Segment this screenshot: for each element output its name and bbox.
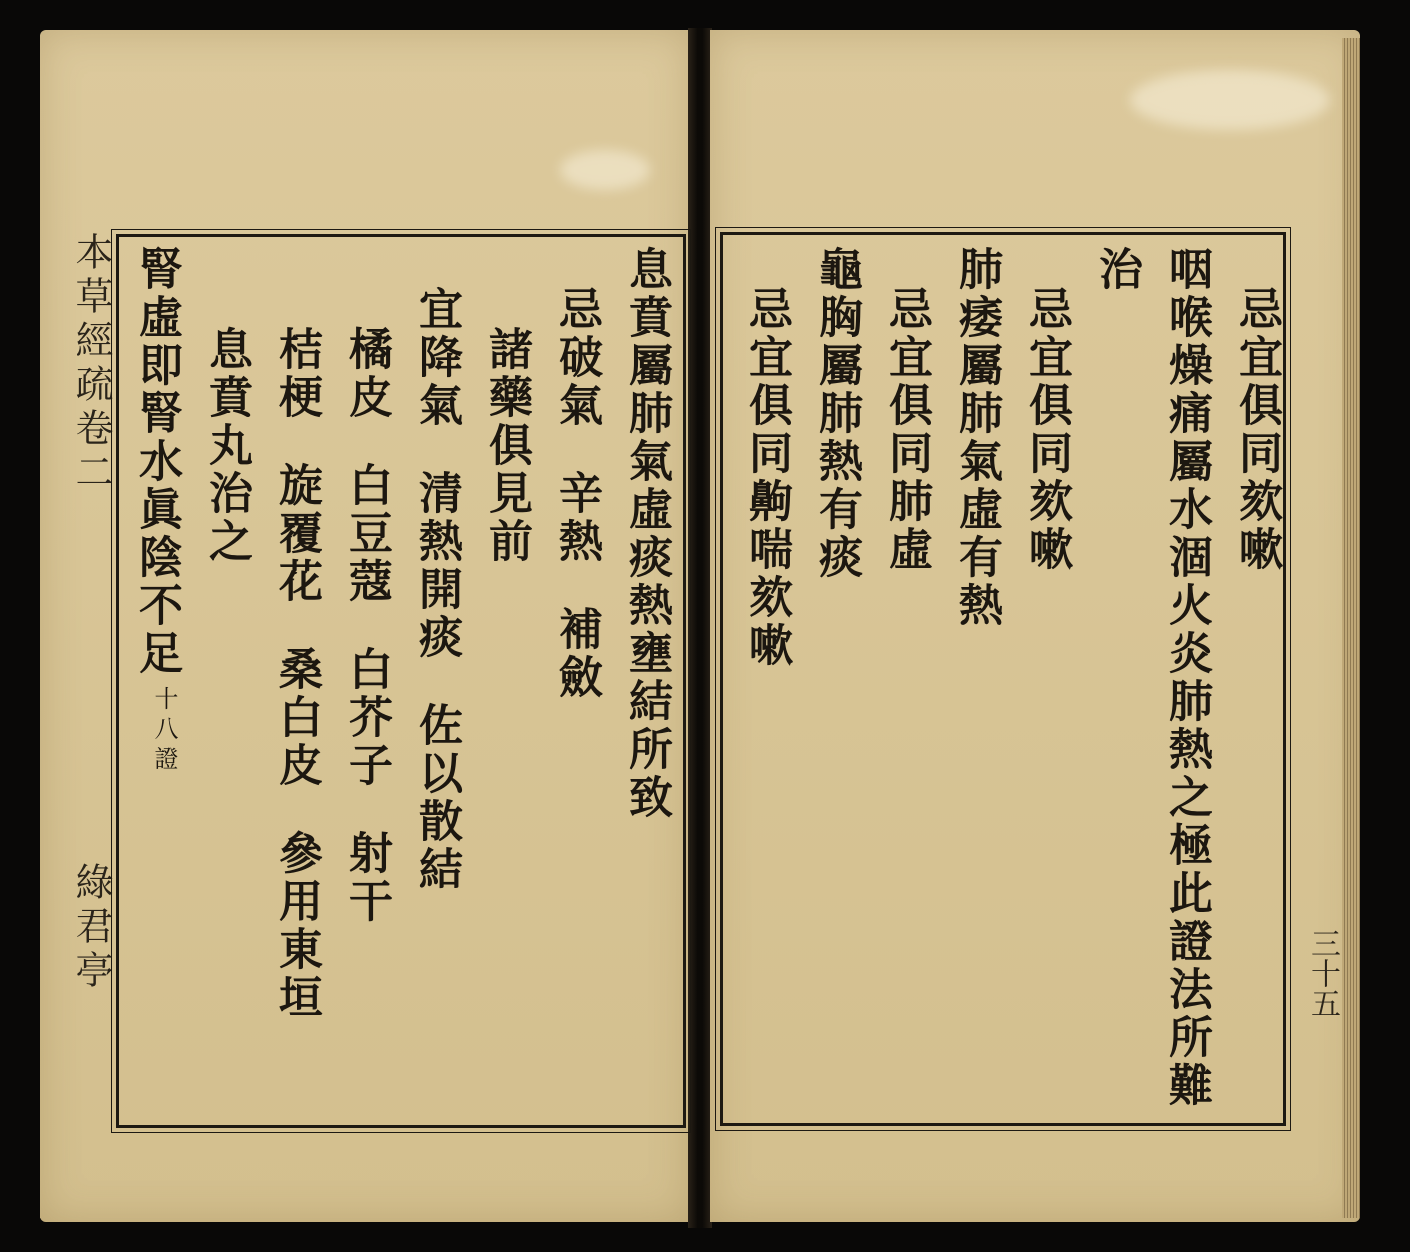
- text-segment: 忌宜俱同肺虛: [881, 286, 932, 574]
- text-segment: 辛熱: [551, 470, 602, 566]
- text-segment: 橘皮: [341, 326, 392, 422]
- paper-stain: [560, 150, 650, 190]
- text-column: [621, 246, 672, 822]
- text-segment: 忌宜俱同欬嗽: [1231, 286, 1282, 574]
- text-column: [1091, 246, 1142, 294]
- right-page-edge: [1342, 38, 1360, 1218]
- text-segment: 忌宜俱同欬嗽: [1021, 286, 1072, 574]
- text-segment: 息賁屬肺氣虛痰熱壅結所致: [621, 246, 672, 822]
- text-segment: 白芥子: [341, 646, 392, 790]
- text-column: [741, 286, 792, 670]
- text-column: [1231, 286, 1282, 574]
- text-segment: 忌宜俱同齁喘欬嗽: [741, 286, 792, 670]
- text-column: [881, 286, 932, 574]
- text-column: [341, 326, 392, 926]
- text-column: [271, 326, 322, 1022]
- book-gutter: [688, 28, 712, 1228]
- text-segment: 參用東垣: [271, 830, 322, 1022]
- text-column: [411, 286, 462, 894]
- text-segment: 桑白皮: [271, 646, 322, 790]
- text-column: [131, 246, 182, 678]
- text-column: [201, 326, 252, 566]
- text-segment: 桔梗: [271, 326, 322, 422]
- text-segment: 補斂: [551, 606, 602, 702]
- text-segment: 白豆蔻: [341, 462, 392, 606]
- text-column: [811, 246, 862, 582]
- text-column: [1021, 286, 1072, 574]
- text-segment: 清熱開痰: [411, 470, 462, 662]
- text-segment: 佐以散結: [411, 702, 462, 894]
- text-segment: 咽喉燥痛屬水涸火炎肺熱之極此證法所難: [1161, 246, 1212, 1110]
- text-segment: 治: [1091, 246, 1142, 294]
- text-segment: 諸藥俱見前: [481, 326, 532, 566]
- text-column: [551, 286, 602, 702]
- text-column: [951, 246, 1002, 630]
- paper-stain: [1130, 70, 1330, 130]
- text-column: [1161, 246, 1212, 1110]
- text-segment: 宜降氣: [411, 286, 462, 430]
- text-segment: 龜胸屬肺熱有痰: [811, 246, 862, 582]
- text-segment: 旋覆花: [271, 462, 322, 606]
- small-annotation: 十八證: [150, 686, 178, 776]
- text-segment: 忌破氣: [551, 286, 602, 430]
- text-segment: 息賁丸治之: [201, 326, 252, 566]
- margin-book-title: 本草經疏卷二: [69, 232, 113, 496]
- folio-number: 三十五: [1305, 928, 1340, 1018]
- text-segment: 肺痿屬肺氣虛有熱: [951, 246, 1002, 630]
- text-segment: 射干: [341, 830, 392, 926]
- text-column: [481, 326, 532, 566]
- margin-publisher: 綠君亭: [69, 862, 113, 994]
- text-segment: 腎虛即腎水眞陰不足: [131, 246, 182, 678]
